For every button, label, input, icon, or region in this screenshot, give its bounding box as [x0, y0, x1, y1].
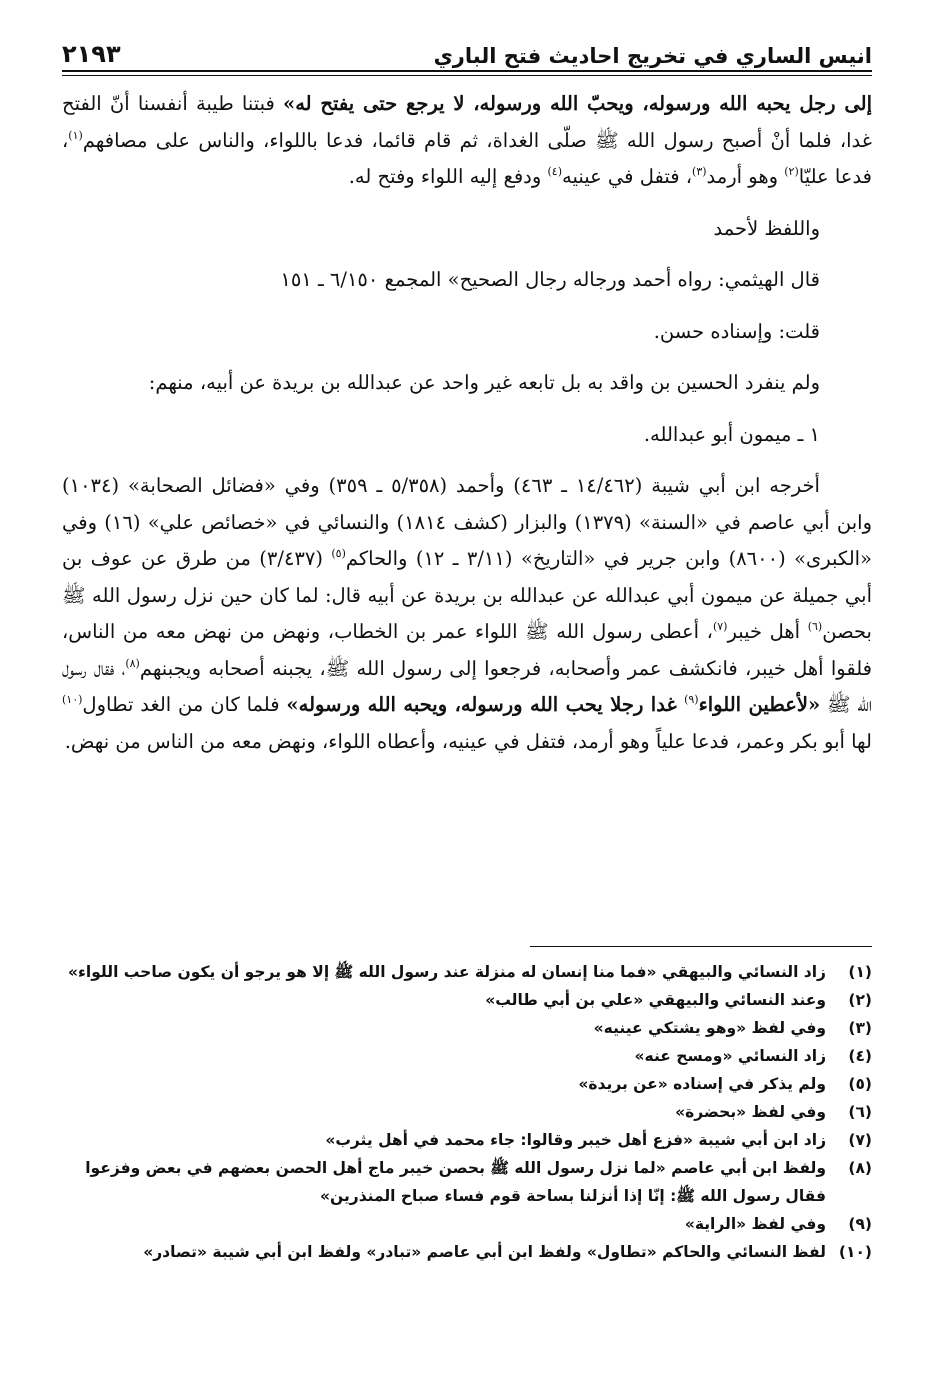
footnote-ref[interactable]: (٣) [692, 165, 707, 178]
text-run: أخرجه ابن أبي شيبة (١٤/٤٦٢ ـ ٤٦٣) وأحمد (٥/٣٥٨ ـ ٣٥٩) وفي «فضائل الصحابة» (١٠٣٤) وابن أبي عاصم في «السنة» (١٣٧٩) والبزار (كشف ١٨١٤) والنسائي في «خصائص علي» (١٦) وفي «الكبرى» (٨٦٠٠) وابن جرير في «التاريخ» (٣/١١ ـ ١٢) والحاكم [62, 474, 872, 570]
book-title: انيس الساري في تخريج احاديث فتح الباري [433, 44, 872, 68]
text-run: أهل خيبر [727, 620, 808, 643]
text-run: لها أبو بكر وعمر، فدعا علياً وهو أرمد، فتفل في عينيه، وأعطاه اللواء، ونهض معه من الناس من نهض. [64, 729, 872, 753]
footnote-number: (٤) [848, 1047, 872, 1065]
footnote [62, 986, 872, 1014]
footnote-ref[interactable]: (٤) [547, 165, 562, 178]
footnotes [62, 958, 872, 1266]
footnote-separator [530, 946, 872, 947]
footnote-number: (١٠) [838, 1243, 872, 1261]
footnote-text: لفظ النسائي والحاكم «تطاول» ولفظ ابن أبي عاصم «تبادر» ولفظ ابن أبي شيبة «تصادر» [143, 1243, 826, 1261]
footnote-text: زاد ابن أبي شيبة «فزع أهل خيبر وقالوا: جاء محمد في أهل يثرب» [325, 1131, 826, 1149]
text-run: ، فتفل في عينيه [561, 165, 693, 188]
text-run: ، فقال رسول الله ﷺ [62, 656, 872, 716]
footnote-text: ولفظ ابن أبي عاصم «لما نزل رسول الله ﷺ بحصن خيبر ماج أهل الحصن بعضهم في بعض وفزعوا فقال رسول الله ﷺ: إنّا إذا أنزلنا بساحة قوم فساء صباح المنذرين» [85, 1159, 826, 1205]
footnote-number: (٢) [848, 991, 872, 1009]
text-run: وهو أرمد [706, 165, 785, 188]
footnote-ref[interactable]: (٦) [807, 620, 823, 633]
footnote-text: وفي لفظ «الراية» [684, 1215, 826, 1233]
paragraph-7 [62, 468, 872, 760]
footnote-text: وعند النسائي والبيهقي «علي بن أبي طالب» [485, 991, 826, 1009]
footnote-ref[interactable]: (٢) [784, 165, 799, 178]
footnote [62, 1042, 872, 1070]
footnote-number: (٦) [848, 1103, 872, 1121]
footnote-ref[interactable]: (١٠) [62, 693, 83, 706]
footnote-ref[interactable]: (٨) [125, 656, 140, 670]
paragraph-3: قال الهيثمي: رواه أحمد ورجاله رجال الصحيح» المجمع ٦/١٥٠ ـ ١٥١ [280, 268, 820, 291]
footnote [62, 958, 872, 986]
footnote-ref[interactable]: (٧) [712, 620, 728, 633]
footnote-ref[interactable]: (٩) [684, 693, 699, 706]
footnote [62, 1070, 872, 1098]
header-rule [62, 70, 872, 76]
bold-quote: إلى رجل يحبه الله ورسوله، ويحبّ الله ورسوله، لا يرجع حتى يفتح له» [283, 92, 872, 115]
paragraph-2: واللفظ لأحمد [713, 216, 820, 240]
footnote [62, 1154, 872, 1210]
footnote [62, 1098, 872, 1126]
footnote-ref[interactable]: (٥) [331, 547, 346, 560]
footnote-text: وفي لفظ «بحضرة» [675, 1103, 826, 1121]
footnote-number: (٨) [848, 1159, 872, 1177]
footnote-text: وفي لفظ «وهو يشتكي عينيه» [593, 1019, 826, 1037]
bold-quote: «لأعطين اللواء [698, 693, 821, 716]
footnote-text: زاد النسائي «ومسح عنه» [634, 1047, 826, 1065]
footnote [62, 1126, 872, 1154]
text-run: ، فدعا عليّا [62, 128, 872, 188]
footnote-number: (١) [848, 963, 872, 981]
page-number: ٢١٩٣ [62, 40, 121, 68]
footnote [62, 1014, 872, 1042]
footnote-number: (٧) [848, 1131, 872, 1149]
footnote-number: (٥) [848, 1075, 872, 1093]
footnote-ref[interactable]: (١) [68, 128, 83, 142]
footnote-text: ولم يذكر في إسناده «عن بريدة» [578, 1075, 826, 1093]
text-run: فلما كان من الغد تطاول [82, 693, 287, 716]
text-run: ، أعطى رسول الله ﷺ اللواء عمر بن الخطاب، ونهض من نهض معه من الناس، فلقوا أهل خيبر، فانكشف عمر وأصحابه، فرجعوا إلى رسول الله ﷺ، يجبنه أصحابه ويجبنهم [62, 620, 872, 680]
main-text [62, 86, 872, 775]
footnote-text: زاد النسائي والبيهقي «فما منا إنسان له منزلة عند رسول الله ﷺ إلا هو يرجو أن يكون صاحب اللواء» [67, 963, 826, 981]
footnote-number: (٩) [848, 1215, 872, 1233]
bold-quote: غدا رجلا يحب الله ورسوله، ويحبه الله ورسوله» [286, 693, 685, 716]
footnote-number: (٣) [848, 1019, 872, 1037]
text-run: فبتنا طيبة أنفسنا أنّ الفتح غدا، فلما أنْ أصبح رسول الله ﷺ صلّى الغداة، ثم قام قائما، فدعا باللواء، والناس على مصافهم [62, 92, 872, 152]
text-run: ودفع إليه اللواء وفتح له. [348, 165, 548, 188]
paragraph-4: قلت: وإسناده حسن. [653, 319, 820, 343]
footnote [62, 1238, 872, 1266]
footnote [62, 1210, 872, 1238]
list-item-heading: ١ ـ ميمون أبو عبدالله. [643, 422, 820, 446]
paragraph-1 [62, 86, 872, 196]
text-run: (٣/٤٣٧) من طرق عن عوف بن أبي جميلة عن ميمون أبي عبدالله عن عبدالله بن بريدة عن أبيه قال: لما كان حين نزل رسول الله ﷺ بحصن [62, 547, 872, 643]
paragraph-5: ولم ينفرد الحسين بن واقد به بل تابعه غير واحد عن عبدالله بن بريدة عن أبيه، منهم: [148, 371, 820, 394]
running-header [62, 26, 872, 68]
